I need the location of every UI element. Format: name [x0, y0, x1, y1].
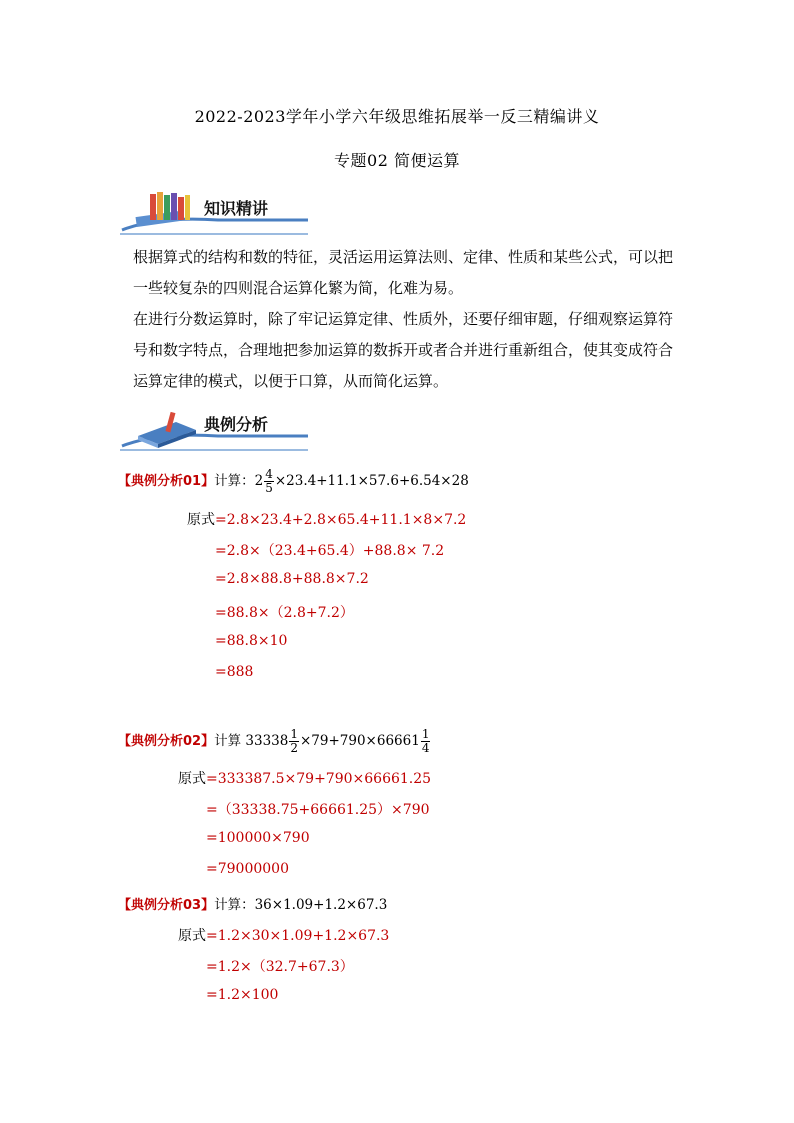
knowledge-paragraph-1: 根据算式的结构和数的特征，灵活运用运算法则、定律、性质和某些公式，可以把一些较复杂的四则混合运算化繁为简，化难为易。 — [133, 248, 674, 297]
page-subtitle: 专题02 简便运算 — [334, 151, 460, 170]
example-3-expression: 36×1.09+1.2×67.3 — [254, 897, 388, 913]
example-1-step-label: 原式 — [187, 512, 215, 528]
example-1-step-6: =888 — [215, 664, 254, 680]
example-2-fraction-2 — [421, 728, 431, 755]
example-1-fraction — [264, 468, 274, 495]
example-1-whole: 2 — [254, 473, 264, 489]
example-2-frac1-numerator: 1 — [290, 727, 298, 741]
example-3-step-3: =1.2×100 — [206, 987, 279, 1003]
page-title: 2022-2023学年小学六年级思维拓展举一反三精编讲义 — [194, 107, 600, 126]
example-2-step-3: =100000×790 — [206, 830, 310, 846]
example-2-middle: ×79+790×66661 — [299, 733, 420, 749]
example-1-step-4: =88.8×（2.8+7.2） — [215, 605, 354, 621]
example-2-step-label: 原式 — [178, 771, 206, 787]
example-1-frac-denominator: 5 — [265, 481, 273, 495]
example-1-rest: ×23.4+11.1×57.6+6.54×28 — [274, 473, 469, 489]
example-2-fraction-1 — [289, 728, 299, 755]
example-2-step-2: =（33338.75+66661.25）×790 — [206, 802, 430, 818]
knowledge-paragraph-2: 在进行分数运算时，除了牢记运算定律、性质外，还要仔细审题，仔细观察运算符号和数字特点，合理地把参加运算的数拆开或者合并进行重新组合，使其变成符合运算定律的模式，以便于口算，从而简化运算。 — [133, 310, 674, 390]
example-2-question — [118, 728, 431, 755]
knowledge-text — [133, 242, 681, 397]
section-banner-knowledge — [118, 186, 318, 238]
example-2-frac1-denominator: 2 — [290, 741, 298, 755]
example-1-question — [118, 468, 469, 495]
example-3-step-1-text: =1.2×30×1.09+1.2×67.3 — [206, 928, 390, 944]
example-1-step-1 — [187, 509, 466, 529]
example-2-step-1-text: =333387.5×79+790×66661.25 — [206, 771, 432, 787]
example-2-frac2-denominator: 4 — [421, 741, 430, 755]
section-banner-examples — [118, 402, 318, 454]
example-3-question — [118, 893, 387, 913]
example-2-prefix: 计算 33338 — [214, 733, 289, 749]
example-2-frac2-numerator: 1 — [421, 727, 430, 741]
example-2-tag: 【典例分析02】 — [118, 734, 215, 749]
section-label-examples: 典例分析 — [204, 415, 269, 434]
example-1-tag: 【典例分析01】 — [118, 474, 215, 489]
example-1-step-3: =2.8×88.8+88.8×7.2 — [215, 571, 369, 587]
example-3-tag: 【典例分析03】 — [118, 898, 215, 913]
example-2-step-4: =79000000 — [206, 861, 289, 877]
example-3-step-2: =1.2×（32.7+67.3） — [206, 959, 354, 975]
example-1-frac-numerator: 4 — [265, 467, 273, 481]
example-3-step-label: 原式 — [178, 928, 206, 944]
example-3-step-1 — [178, 925, 389, 945]
example-1-step-2: =2.8×（23.4+65.4）+88.8× 7.2 — [215, 543, 445, 559]
example-1-step-1-text: =2.8×23.4+2.8×65.4+11.1×8×7.2 — [215, 512, 467, 528]
example-2-step-1 — [178, 768, 431, 788]
example-3-prefix: 计算： — [214, 897, 255, 913]
example-1-prefix: 计算： — [214, 473, 255, 489]
example-1-step-5: =88.8×10 — [215, 633, 288, 649]
section-label-knowledge: 知识精讲 — [204, 199, 269, 218]
